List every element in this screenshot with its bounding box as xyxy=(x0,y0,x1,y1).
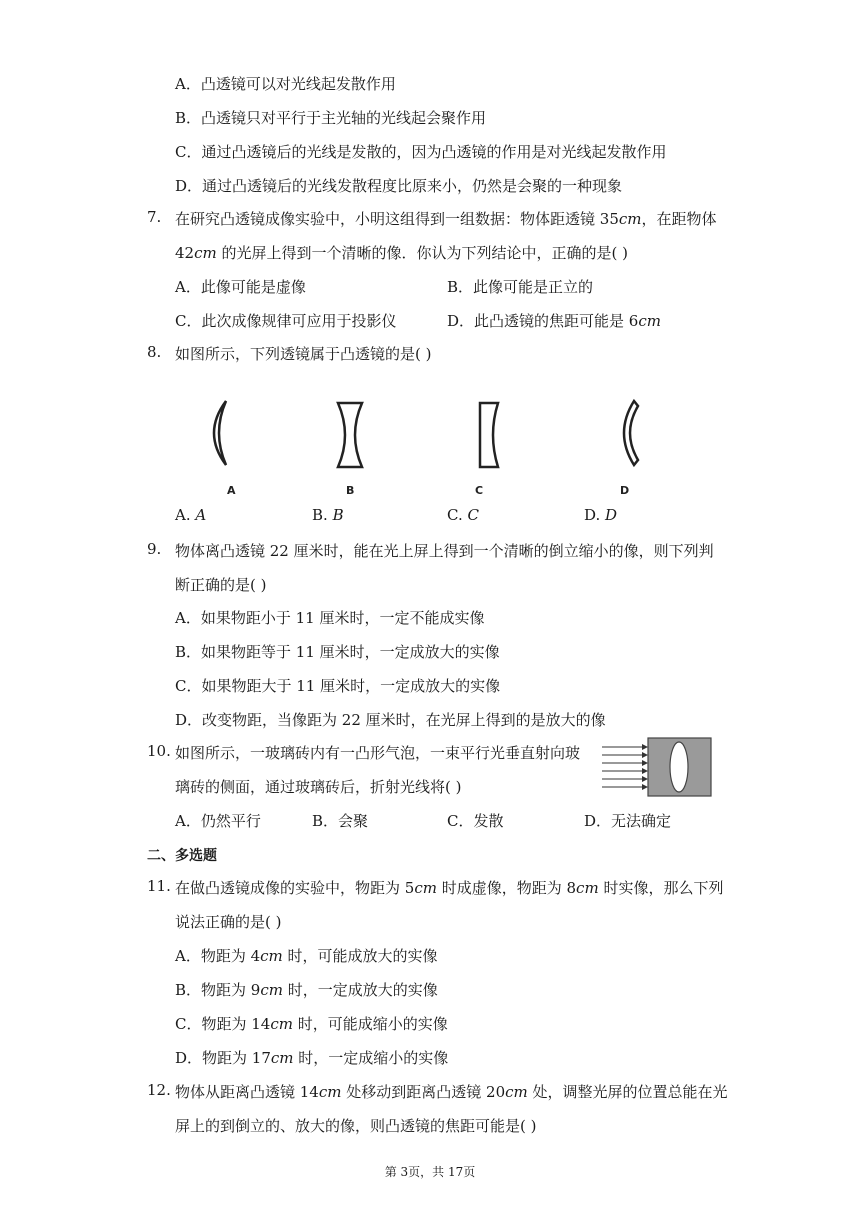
q11-option-c: C．物距为 14cm 时，可能成缩小的实像 xyxy=(175,1015,448,1033)
lens-b-label: B xyxy=(346,484,355,497)
q8-text: 如图所示，下列透镜属于凸透镜的是( ) xyxy=(175,345,432,363)
q9-number: 9. xyxy=(147,540,162,558)
q9-option-b: B．如果物距等于 11 厘米时，一定成放大的实像 xyxy=(175,643,500,661)
q6-option-a: A．凸透镜可以对光线起发散作用 xyxy=(175,75,396,93)
lens-d-label: D xyxy=(620,484,630,497)
q10-option-d: D．无法确定 xyxy=(584,812,672,830)
q9-option-c: C．如果物距大于 11 厘米时，一定成放大的实像 xyxy=(175,677,501,695)
q11-option-a: A．物距为 4cm 时，可能成放大的实像 xyxy=(175,947,438,965)
q11-number: 11. xyxy=(147,877,171,895)
q10-text-line1: 如图所示，一玻璃砖内有一凸形气泡，一束平行光垂直射向玻 xyxy=(175,744,581,762)
q9-text-line2: 断正确的是( ) xyxy=(175,576,267,594)
page-footer: 第 3页，共 17页 xyxy=(384,1165,476,1179)
q12-number: 12. xyxy=(147,1081,171,1099)
lens-a-figure xyxy=(200,398,240,468)
lens-a-label: A xyxy=(227,484,236,497)
q11-text-line1: 在做凸透镜成像的实验中，物距为 5cm 时成虚像，物距为 8cm 时实像，那么下列 xyxy=(175,879,724,897)
q6-option-b: B．凸透镜只对平行于主光轴的光线起会聚作用 xyxy=(175,109,487,127)
q9-text-line1: 物体离凸透镜 22 厘米时，能在光上屏上得到一个清晰的倒立缩小的像，则下列判 xyxy=(175,542,714,560)
lens-b-figure xyxy=(330,400,370,470)
lens-c-figure xyxy=(470,400,510,470)
lens-c-label: C xyxy=(475,484,484,497)
q6-option-d: D．通过凸透镜后的光线发散程度比原来小，仍然是会聚的一种现象 xyxy=(175,177,623,195)
q6-option-c: C．通过凸透镜后的光线是发散的，因为凸透镜的作用是对光线起发散作用 xyxy=(175,143,667,161)
q9-option-a: A．如果物距小于 11 厘米时，一定不能成实像 xyxy=(175,609,485,627)
q8-number: 8. xyxy=(147,343,162,361)
q8-option-b: B. B xyxy=(312,506,344,524)
lens-d-figure xyxy=(608,398,648,468)
q10-option-c: C．发散 xyxy=(447,812,504,830)
q7-text-line1: 在研究凸透镜成像实验中，小明这组得到一组数据：物体距透镜 35cm，在距物体 xyxy=(175,210,717,228)
q7-option-d: D．此凸透镜的焦距可能是 6cm xyxy=(447,312,661,330)
q7-option-b: B．此像可能是正立的 xyxy=(447,278,594,296)
q7-text-line2: 42cm 的光屏上得到一个清晰的像．你认为下列结论中，正确的是( ) xyxy=(175,244,628,262)
q11-option-b: B．物距为 9cm 时，一定成放大的实像 xyxy=(175,981,438,999)
q10-option-b: B．会聚 xyxy=(312,812,369,830)
q9-option-d: D．改变物距，当像距为 22 厘米时，在光屏上得到的是放大的像 xyxy=(175,711,606,729)
q12-text-line1: 物体从距离凸透镜 14cm 处移动到距离凸透镜 20cm 处，调整光屏的位置总能在光 xyxy=(175,1083,728,1101)
q10-text-line2: 璃砖的侧面，通过玻璃砖后，折射光线将( ) xyxy=(175,778,462,796)
q7-number: 7. xyxy=(147,208,162,226)
q12-text-line2: 屏上的到倒立的、放大的像，则凸透镜的焦距可能是( ) xyxy=(175,1117,537,1135)
q8-option-c: C. C xyxy=(447,506,479,524)
section-heading: 二、多选题 xyxy=(147,848,217,864)
q11-text-line2: 说法正确的是( ) xyxy=(175,913,282,931)
q11-option-d: D．物距为 17cm 时，一定成缩小的实像 xyxy=(175,1049,449,1067)
q8-option-d: D. D xyxy=(584,506,618,524)
q7-option-a: A．此像可能是虚像 xyxy=(175,278,306,296)
glass-brick-bubble-figure xyxy=(600,736,714,798)
q10-option-a: A．仍然平行 xyxy=(175,812,261,830)
q10-number: 10. xyxy=(147,742,171,760)
q7-option-c: C．此次成像规律可应用于投影仪 xyxy=(175,312,397,330)
q8-option-a: A. A xyxy=(175,506,207,524)
